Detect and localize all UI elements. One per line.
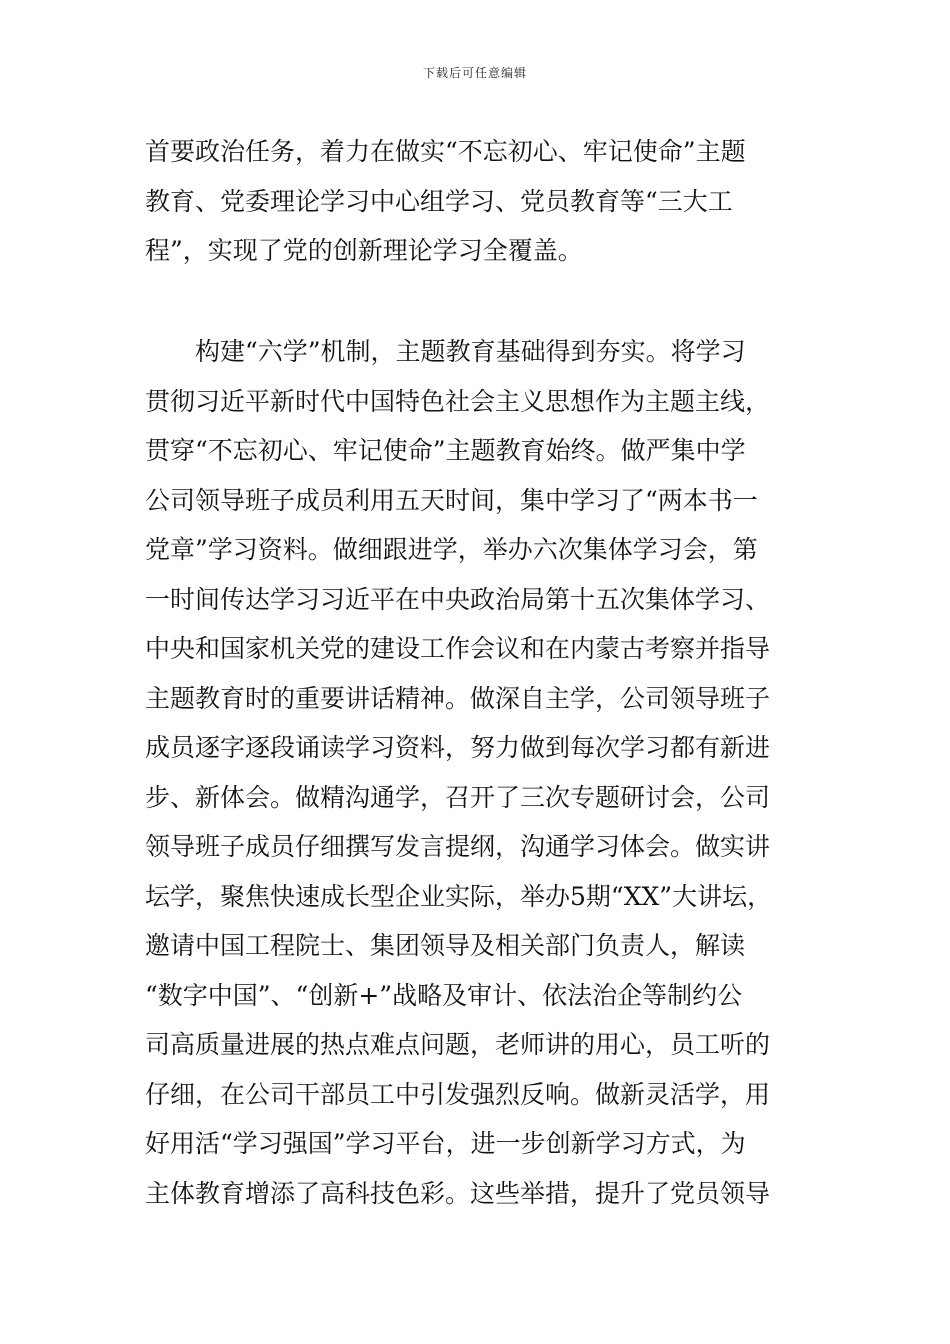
text-line: 领导班子成员仔细撰写发言提纲，沟通学习体会。做实讲 (145, 832, 771, 861)
text-line: 构建“六学”机制，主题教育基础得到夯实。将学习 (145, 337, 746, 366)
text-line: 贯穿“不忘初心、牢记使命”主题教育始终。做严集中学 (145, 436, 746, 465)
text-line: 主体教育增添了高科技色彩。这些举措，提升了党员领导 (145, 1178, 771, 1208)
text-line: 首要政治任务，着力在做实“不忘初心、牢记使命”主题 (145, 137, 746, 166)
header-note: 下载后可任意编辑 (422, 66, 527, 80)
text-line: 贯彻习近平新时代中国特色社会主义思想作为主题主线， (145, 386, 771, 416)
text-line: 司高质量进展的热点难点问题，老师讲的用心，员工听的 (145, 1030, 771, 1059)
text-line: 好用活“学习强国”学习平台，进一步创新学习方式，为 (145, 1129, 746, 1158)
text-line: 坛学，聚焦快速成长型企业实际，举办5期“XX”大讲坛， (145, 881, 773, 911)
paragraph-1 (145, 127, 810, 276)
text-line: 一时间传达学习习近平在中央政治局第十五次集体学习、 (145, 584, 771, 614)
text-line: 步、新体会。做精沟通学，召开了三次专题研讨会，公司 (145, 782, 771, 812)
text-line: 邀请中国工程院士、集团领导及相关部门负责人，解读 (145, 931, 746, 960)
text-line: 主题教育时的重要讲话精神。做深自主学，公司领导班子 (145, 683, 771, 713)
paragraph-2 (145, 327, 810, 1218)
text-line: 教育、党委理论学习中心组学习、党员教育等“三大工 (145, 186, 733, 216)
text-line: 公司领导班子成员利用五天时间，集中学习了“两本书一 (145, 485, 758, 515)
text-line: 党章”学习资料。做细跟进学，举办六次集体学习会，第 (145, 535, 758, 564)
text-line: 仔细，在公司干部员工中引发强烈反响。做新灵活学，用 (145, 1079, 771, 1109)
text-line: 中央和国家机关党的建设工作会议和在内蒙古考察并指导 (145, 634, 771, 663)
text-line: 程”，实现了党的创新理论学习全覆盖。 (145, 236, 583, 265)
text-line: “数字中国”、“创新+”战略及审计、依法治企等制约公 (145, 980, 743, 1010)
text-line: 成员逐字逐段诵读学习资料，努力做到每次学习都有新进 (145, 733, 771, 762)
